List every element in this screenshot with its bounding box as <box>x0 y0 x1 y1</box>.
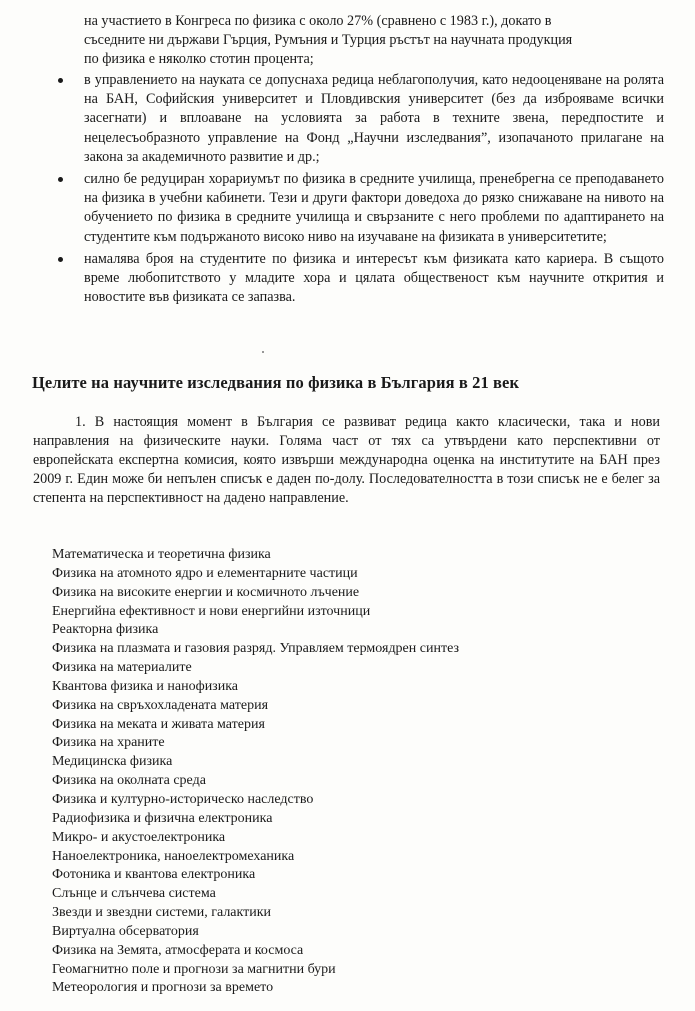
field-item: Физика на материалите <box>52 660 192 676</box>
field-item: Физика на околната среда <box>52 773 206 789</box>
field-item: Математическа и теоретична физика <box>52 547 271 562</box>
bullet-item <box>52 71 664 167</box>
field-item: Физика на меката и живата материя <box>52 716 265 732</box>
field-item: Микро- и акустоелектроника <box>52 829 226 845</box>
field-item: Физика на високите енергии и космичното лъчение <box>52 584 360 600</box>
field-item: Физика на храните <box>52 735 165 751</box>
field-item: Слънце и слънчева система <box>52 886 216 902</box>
field-item: Геомагнитно поле и прогнози за магнитни бури <box>52 961 336 977</box>
field-item: Фотоника и квантова електроника <box>52 867 256 883</box>
field-item: Виртуална обсерватория <box>52 923 199 939</box>
field-item: Метеорология и прогнози за времето <box>52 980 274 996</box>
field-item: Физика и културно-историческо наследство <box>52 791 314 807</box>
field-item: Физика на плазмата и газовия разряд. Управляем термоядрен синтез <box>52 641 459 657</box>
field-item: Енергийна ефективност и нови енергийни източници <box>52 603 371 619</box>
section-heading: Целите на научните изследвания по физика в България в 21 век <box>32 373 520 392</box>
field-item: Наноелектроника, наноелектромеханика <box>52 848 295 864</box>
bullet-dot-icon <box>58 177 63 182</box>
bullet-list <box>52 71 664 310</box>
field-item: Физика на Земята, атмосферата и космоса <box>52 942 304 958</box>
field-item: Физика на свръхохладената материя <box>52 697 269 713</box>
bullet-text: намалява броя на студентите по физика и интересът към физиката като кариера. В същото време любопитството у младите хора и цялата общественост към научните открития и новостите във физиката се запазва. <box>84 250 664 306</box>
research-fields-list <box>52 546 459 998</box>
continuation-line-1: на участието в Конгреса по физика с около 27% (сравнено с 1983 г.), докато в <box>84 13 552 29</box>
bullet-item <box>52 170 664 247</box>
field-item: Физика на атомното ядро и елементарните частици <box>52 565 358 581</box>
field-item: Радиофизика и физична електроника <box>52 810 273 826</box>
field-item: Реакторна физика <box>52 622 159 638</box>
bullet-text: в управлението на науката се допуснаха редица неблагополучия, като недооценяване на ролята на БАН, Софийския университет и Пловдивския университет (без да изброяваме всички засегнати) и вплоаване на условията за работа в техните звена, передпостите и нецелесъобразното управление на Фонд „Научни изследвания”, изопачаното прилагане на закона за академичното развитие и др.; <box>84 72 664 165</box>
scan-speck <box>262 351 264 353</box>
bullet-item <box>52 250 664 308</box>
intro-paragraph: 1. В настоящия момент в България се развиват редица както класически, така и нови направления на физическите науки. Голяма част от тях са утвърдени като перспективни от европейската експертна комисия, която извърши международна оценка на институтите на БАН през 2009 г. Един може би непълен списък е даден по-долу. Последователността в този списък не е белег за степента на перспективност на дадено направление. <box>33 414 660 506</box>
field-item: Квантова физика и нанофизика <box>52 678 239 694</box>
continuation-line-3: по физика е няколко стотин процента; <box>84 51 314 67</box>
bullet-dot-icon <box>58 257 63 262</box>
bullet-text: силно бе редуциран хорариумът по физика в средните училища, пренебрегна се преподаването на физика в учебни кабинети. Тези и други фактори доведоха до рязко снижаване на нивото на обучението по физика в средните училища и свързаните с него проблеми по адаптирането на студентите към подържаното високо ниво на изучаване на физиката в университетите; <box>84 171 664 245</box>
continuation-line-2: съседните ни държави Гърция, Румъния и Турция ръстът на научната продукция <box>84 32 573 48</box>
field-item: Медицинска физика <box>52 754 173 770</box>
bullet-dot-icon <box>58 78 63 83</box>
field-item: Звезди и звездни системи, галактики <box>52 905 272 921</box>
